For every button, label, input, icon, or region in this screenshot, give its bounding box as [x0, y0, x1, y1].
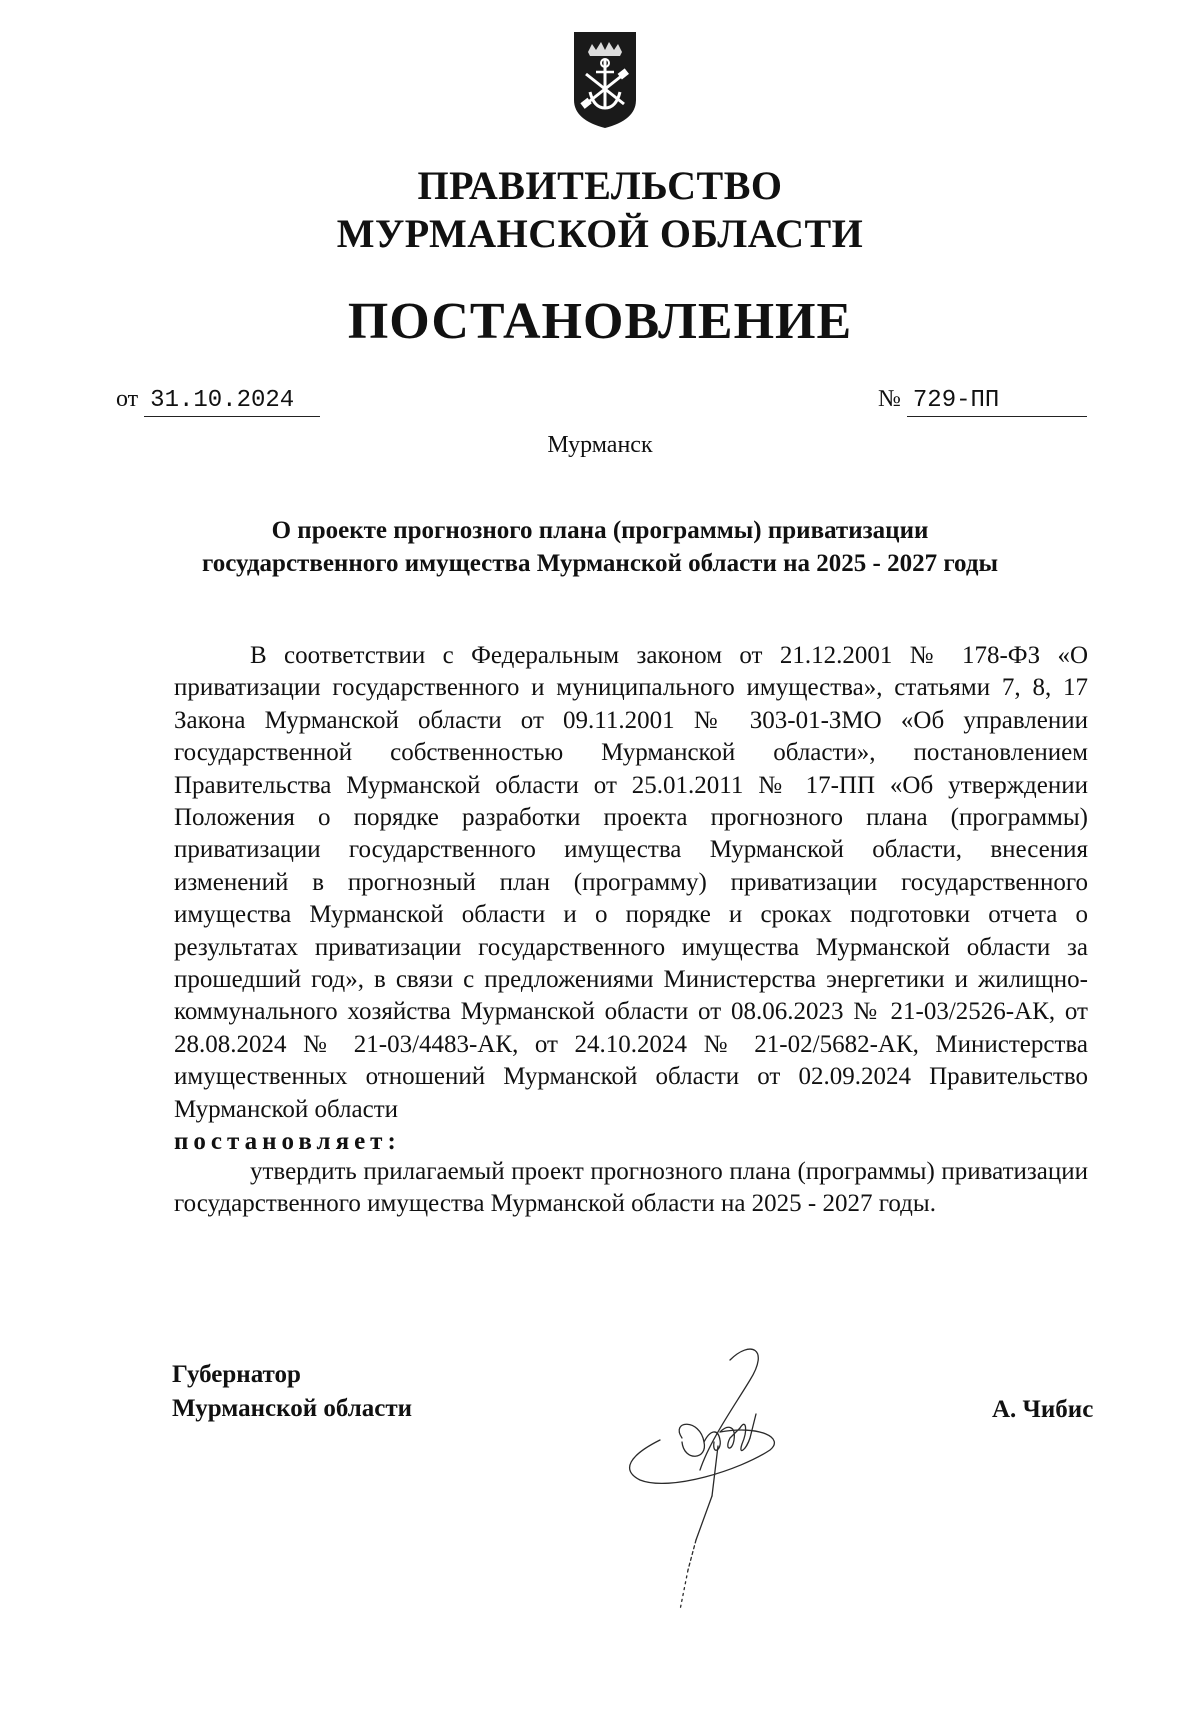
government-name-line2: МУРМАНСКОЙ ОБЛАСТИ — [336, 211, 864, 256]
date-prefix: от — [116, 386, 139, 412]
city-name: Мурманск — [547, 432, 653, 458]
signer-position-line2: Мурманской области — [172, 1395, 413, 1422]
signer-name: А. Чибис — [992, 1396, 1094, 1423]
resolution-paragraph: утвердить прилагаемый проект прогнозного плана (программы) приватизации государственного имущества Мурманской области на 2025 - 2027 годы. — [174, 1158, 1088, 1218]
document-type-title: ПОСТАНОВЛЕНИЕ — [347, 293, 853, 350]
subject-line1: О проекте прогнозного плана (программы) приватизации — [271, 517, 929, 544]
decree-word: постановляет: — [174, 1128, 401, 1156]
government-name-line1: ПРАВИТЕЛЬСТВО — [417, 163, 783, 208]
coat-of-arms-icon — [568, 30, 642, 130]
signer-position-line1: Губернатор — [172, 1361, 301, 1388]
subject-line2: государственного имущества Мурманской области на 2025 - 2027 годы — [201, 550, 999, 577]
document-subject — [140, 514, 1060, 580]
number-value: 729-ПП — [907, 386, 1087, 417]
document-date — [116, 384, 320, 417]
preamble-text: В соответствии с Федеральным законом от 21.12.2001 № 178-ФЗ «О приватизации государственного и муниципального имущества», статьями 7, 8, 17 Закона Мурманской области от 09.11.2001 № 303-01-ЗМО «Об управлении государственной собственностью Мурманской области», постановлением Правительства Мурманской области от 25.01.2011 № 17-ПП «Об утверждении Положения о порядке разработки проекта прогнозного плана (программы) приватизации государственного имущества Мурманской области, внесения изменений в прогнозный план (программу) приватизации государственного имущества Мурманской области и о порядке и сроках подготовки отчета о результатах приватизации государственного имущества Мурманской области за прошедший год», в связи с предложениями Министерства энергетики и жилищно-коммунального хозяйства Мурманской области от 08.06.2023 № 21-03/2526-АК, от 28.08.2024 № 21-03/4483-АК, от 24.10.2024 № 21-02/5682-АК, Министерства имущественных отношений Мурманской области от 02.09.2024 Правительство Мурманской области — [174, 642, 1088, 1123]
document-number — [878, 384, 1087, 417]
signer-position — [172, 1358, 412, 1426]
handwritten-signature — [600, 1320, 850, 1630]
number-prefix: № — [878, 386, 901, 412]
preamble-paragraph — [174, 640, 1088, 1159]
date-value: 31.10.2024 — [144, 386, 320, 417]
